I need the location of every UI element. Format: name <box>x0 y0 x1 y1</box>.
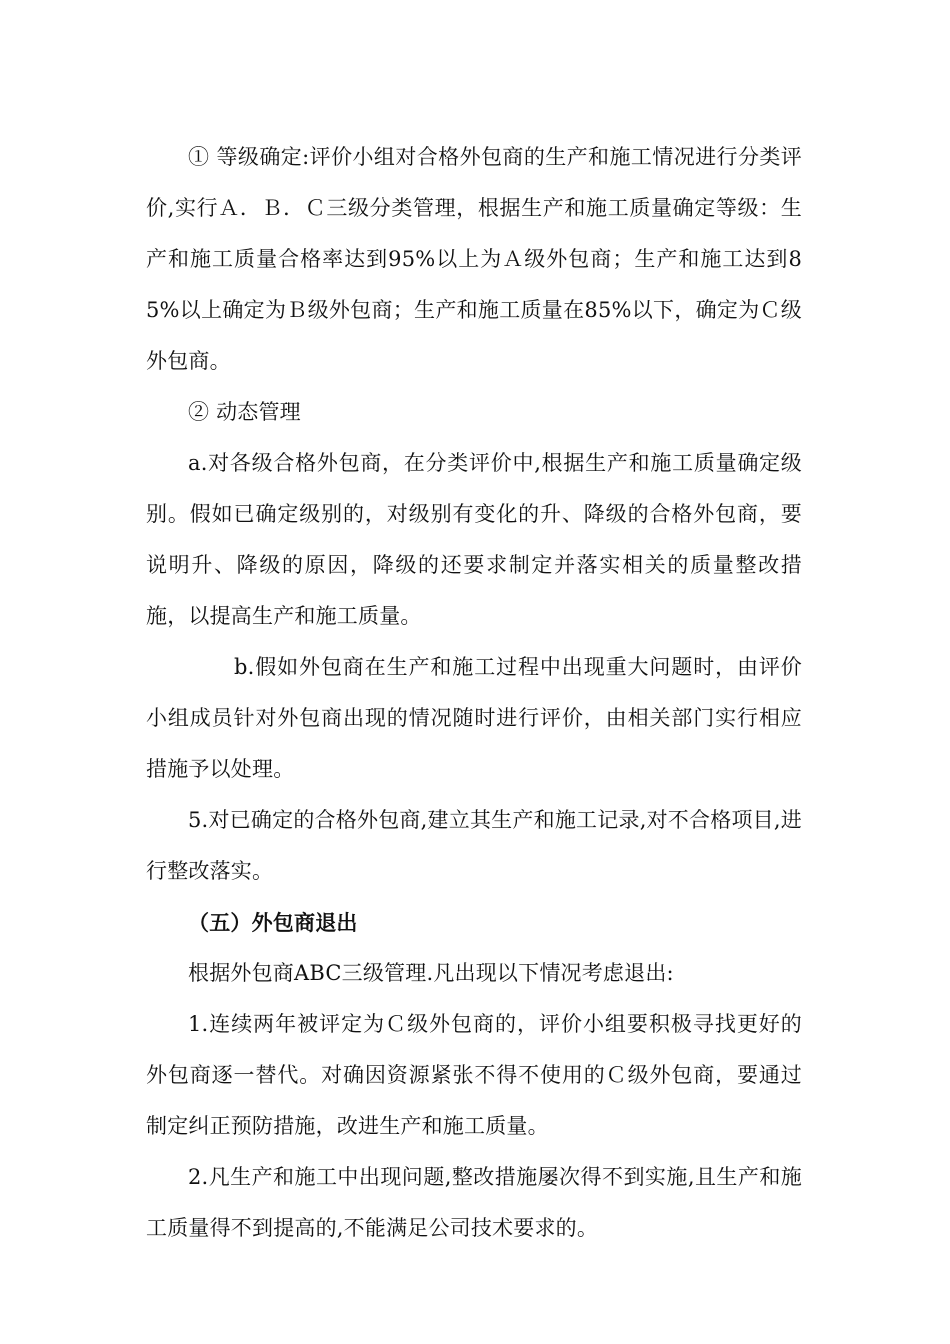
section-heading-exit: （五）外包商退出 <box>188 910 358 935</box>
paragraph-dynamic-management: ② 动态管理 <box>188 400 301 424</box>
paragraph-item-5: 5.对已确定的合格外包商,建立其生产和施工记录,对不合格项目,进行整改落实。 <box>146 808 802 883</box>
paragraph-item-a: a.对各级合格外包商，在分类评价中,根据生产和施工质量确定级别。假如已确定级别的，对级别有变化的升、降级的合格外包商，要说明升、降级的原因，降级的还要求制定并落实相关的质量整改措施，以提高生产和施工质量。 <box>146 451 802 628</box>
paragraph-exit-intro: 根据外包商ABC三级管理.凡出现以下情况考虑退出: <box>188 961 674 985</box>
paragraph-exit-1: 1.连续两年被评定为Ｃ级外包商的，评价小组要积极寻找更好的外包商逐一替代。对确因资源紧张不得不使用的Ｃ级外包商，要通过制定纠正预防措施，改进生产和施工质量。 <box>146 1012 802 1138</box>
paragraph-exit-2: 2.凡生产和施工中出现问题,整改措施屡次得不到实施,且生产和施工质量得不到提高的,不能满足公司技术要求的。 <box>146 1165 802 1240</box>
paragraph-grade-determination: ① 等级确定:评价小组对合格外包商的生产和施工情况进行分类评价,实行Ａ．Ｂ．Ｃ三级分类管理，根据生产和施工质量确定等级：生产和施工质量合格率达到95%以上为Ａ级外包商；生产和施工达到85%以上确定为Ｂ级外包商；生产和施工质量在85%以下，确定为Ｃ级外包商。 <box>146 145 802 373</box>
paragraph-item-b: b.假如外包商在生产和施工过程中出现重大问题时，由评价小组成员针对外包商出现的情况随时进行评价，由相关部门实行相应措施予以处理。 <box>146 655 802 781</box>
